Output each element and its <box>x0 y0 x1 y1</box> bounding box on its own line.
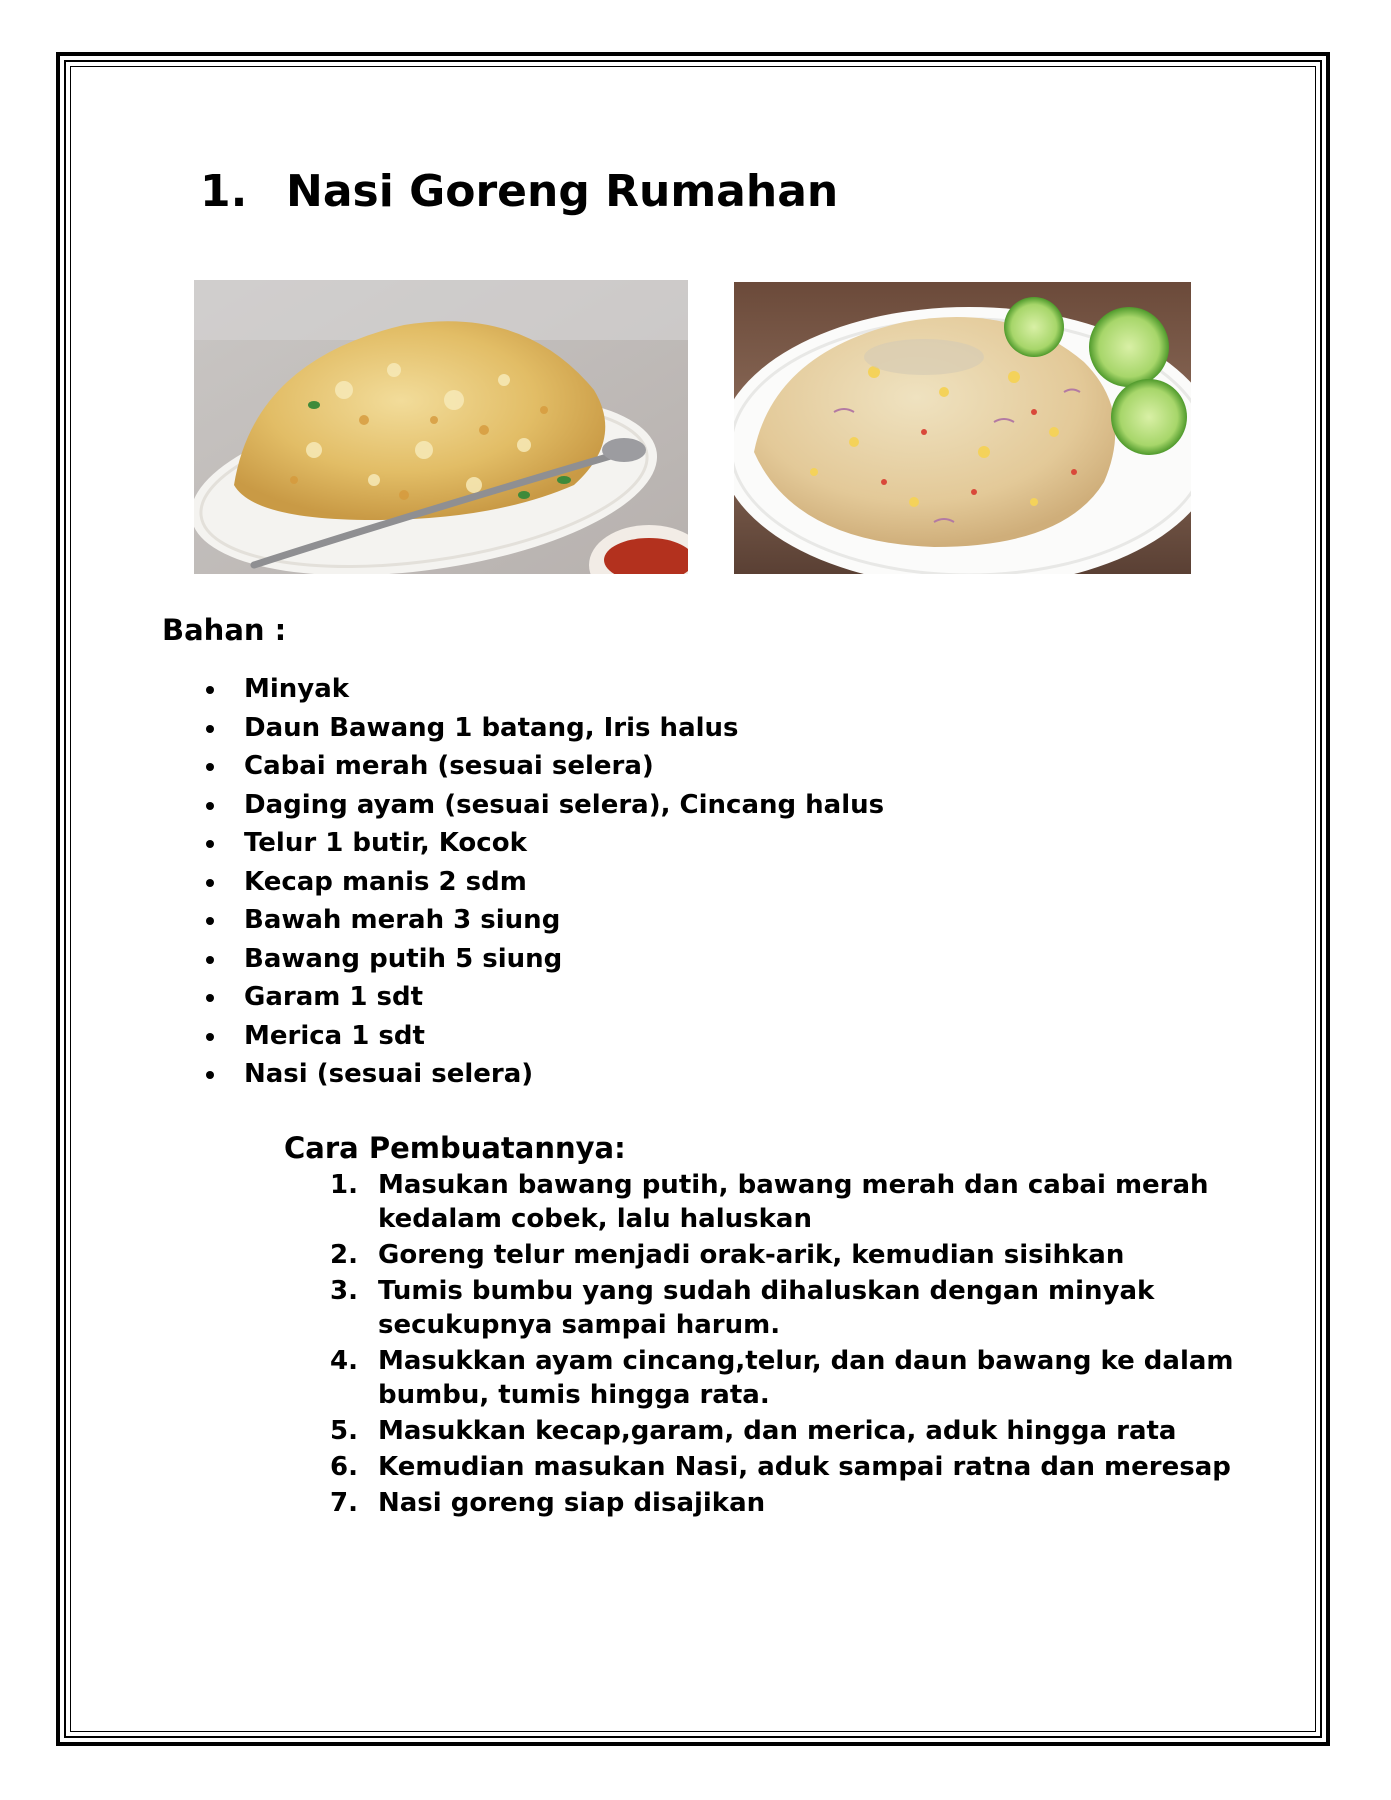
ingredient-item: Nasi (sesuai selera) <box>206 1055 884 1094</box>
fried-rice-plate-illustration-1 <box>194 280 688 574</box>
step-number: 1. <box>330 1170 358 1200</box>
step-number: 5. <box>330 1416 358 1446</box>
fried-rice-plate-illustration-2 <box>734 282 1191 574</box>
recipe-title-text: Nasi Goreng Rumahan <box>286 166 839 217</box>
method-step <box>330 1486 1250 1520</box>
ingredient-item: Telur 1 butir, Kocok <box>206 824 884 863</box>
recipe-title <box>200 164 838 220</box>
method-step <box>330 1274 1250 1342</box>
step-text: Kemudian masukan Nasi, aduk sampai ratna dan meresap <box>378 1452 1231 1482</box>
ingredient-item: Minyak <box>206 670 884 709</box>
ingredient-item: Daun Bawang 1 batang, Iris halus <box>206 709 884 748</box>
recipe-number: 1. <box>200 166 248 217</box>
ingredient-item: Garam 1 sdt <box>206 978 884 1017</box>
ingredients-list <box>206 670 884 1094</box>
step-text: Nasi goreng siap disajikan <box>378 1488 766 1518</box>
step-text: Goreng telur menjadi orak-arik, kemudian sisihkan <box>378 1240 1125 1270</box>
method-step <box>330 1450 1250 1484</box>
step-number: 3. <box>330 1276 358 1306</box>
step-number: 4. <box>330 1346 358 1376</box>
ingredient-item: Bawah merah 3 siung <box>206 901 884 940</box>
ingredient-item: Merica 1 sdt <box>206 1017 884 1056</box>
step-text: Tumis bumbu yang sudah dihaluskan dengan minyak secukupnya sampai harum. <box>378 1276 1155 1340</box>
step-number: 2. <box>330 1240 358 1270</box>
ingredient-item: Daging ayam (sesuai selera), Cincang halus <box>206 786 884 825</box>
ingredient-item: Bawang putih 5 siung <box>206 940 884 979</box>
fried-rice-photo-1 <box>194 280 688 574</box>
method-steps-list <box>330 1168 1250 1522</box>
method-step <box>330 1168 1250 1236</box>
step-text: Masukkan ayam cincang,telur, dan daun bawang ke dalam bumbu, tumis hingga rata. <box>378 1346 1234 1410</box>
ingredients-heading: Bahan : <box>162 613 287 647</box>
step-text: Masukan bawang putih, bawang merah dan cabai merah kedalam cobek, lalu haluskan <box>378 1170 1209 1234</box>
method-step <box>330 1414 1250 1448</box>
step-text: Masukkan kecap,garam, dan merica, aduk hingga rata <box>378 1416 1177 1446</box>
method-step <box>330 1344 1250 1412</box>
step-number: 6. <box>330 1452 358 1482</box>
method-step <box>330 1238 1250 1272</box>
method-heading: Cara Pembuatannya: <box>284 1131 626 1165</box>
fried-rice-photo-2 <box>734 282 1191 574</box>
step-number: 7. <box>330 1488 358 1518</box>
ingredient-item: Cabai merah (sesuai selera) <box>206 747 884 786</box>
ingredient-item: Kecap manis 2 sdm <box>206 863 884 902</box>
